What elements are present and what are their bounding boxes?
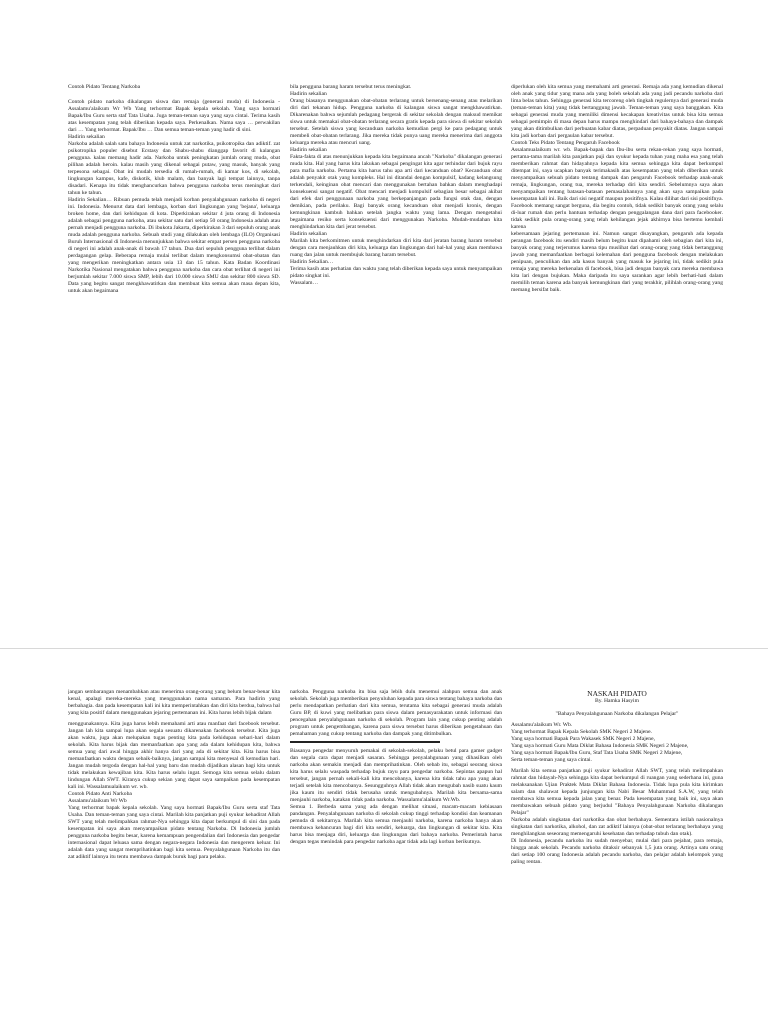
paragraph: Hadirin sekalian	[68, 134, 105, 140]
paragraph: Hadirin sekalian	[290, 147, 327, 153]
paragraph: Marilah kita berkomitmen untuk menghindarkan diri kita dari jeratan barang haram tersebut dengan cara menjauhkan diri kita, keluarga dan lingkungan dari hal-hal yang akan membawa ruang dan jalan untuk membujuk barang haram tersebut.	[290, 238, 502, 258]
salutation-line: Yang saya hormati Bapak/Ibu Guru, Staf Tata Usaha SMK Negeri 2 Majene,	[511, 750, 683, 756]
column-2	[290, 689, 502, 1025]
paragraph: Hadirin sekalian	[290, 231, 327, 237]
paragraph: Narkoba adalah salah satu bahaya Indonesia untuk zat narkotika, psikotropika dan adiktif. zat psikotropika populer disebut Ecstasy dan Shabu-shabu dianggap favorit di kalangan pengguna. kalau memang hadir ada. Narkoba untuk peningkatan jumlah orang muda, obat pilihan adalah heroin. kalau masih yang dikenal sebagai putaw, yang masuk, banyak yang terpesona sebagai. Obat ini mudah tersedia di rumah-rumah, di kamar kos, di sekolah, lingkungan kampus, kafe, diskotik, klub malam, dan banyak lagi tempat lainnya, tanpa disadari. Kenapa itu tidak menghancurkan bahwa pengguna narkoba terus meningkat dari tahun ke tahun.	[68, 141, 280, 196]
paragraph: Hadirin Sekalian…	[290, 259, 334, 265]
paragraph: menggunakannya. Kita juga harus lebih memahami arti atau manfaat dari facebook tersebut. Jangan lah kita sampai lupa akan segala sesuatu dikarenakan facebook tersebut. Kita juga akan waktu, juga akan melupakan tugas penting kita pada kehidupan sehari-hari dalam sekolah. Kita harus bijak dan memanfaatkan apa yang ada dalam kehidupan kita, bahwa semua yang dari awal hingga akhir hanya dari yang ada di sekitar kita. Kita harus bisa memanfaatkan waktu dengan sebaik-baiknya, jangan sampai kita menyesal di kemudian hari. Jangan mudah tergoda dengan hal-hal yang baru dan mudah dijadikan alasan bagi kita untuk tidak melakukan kewajiban kita. Kita harus selalu ingat. Semoga kita semua selalu dalam lindungan Allah SWT. Kiranya cukup sekian yang dapat saya sampaikan pada kesempatan kali ini. Wassalamualaikum wr. wb.	[68, 721, 280, 790]
paragraph: Hadirin Sekalian… Ribuan pemuda telah menjadi korban penyalahgunaan narkoba di negeri ini. Indonesia. Menurut data dari lembaga, korban dari lingkungan yang 'bejana', keluarga broken home, dan dari kehidupan di kota. Diperkirakan sekitar 4 juta orang di Indonesia adalah sebagai pengguna narkoba, atau sekitar satu dari setiap 50 orang Indonesia adalah atau pernah menjadi pengguna narkoba. Di ibukota Jakarta, diperkirakan 3 dari sepuluh orang anak muda adalah pengguna narkoba. Sebuah studi yang dilakukan oleh lembaga (ILO) Organisasi Buruh Internasional di Indonesia menunjukkan bahwa sekitar empat persen pengguna narkoba di negeri ini adalah anak-anak di bawah 17 tahun. Dua dari sepuluh pengguna terlibat dalam perdagangan gelap. Beberapa remaja mulai terlibat dalam mengkonsumsi obat-obatan dan yang mengerikan meningkatkan antara usia 13 dan 15 tahun. Kata Badan Koordinasi Narkotika Nasional mengatakan bahwa pengguna narkoba dan cara obat terlibat di negeri ini berjumlah sekitar 7.000 siswa SMP, lebih dari 10.000 siswa SMU dan sekitar 800 siswa SD. Data yang begitu sangat mengkhawatirkan dan membuat kita semua akan masa depan kita, untuk akan begaimana	[68, 197, 280, 294]
column-3	[511, 84, 723, 624]
paragraph: diperlukan oleh kita semua yang memahami arti generasi. Remaja ada yang kemudian dikenal oleh anak yang tidur yang mana ada yang boleh sekolah ada yang jadi pecandu narkoba dari lima belas tahun. Sehingga generasi kita tercoreng oleh tingkah regulernya dari generasi muda (teman-teman kita) yang tidak bertanggung jawab. Teman-teman yang saya banggakan. Kita sebagai generasi muda yang memiliki dimensi kecakapan kreativitas untuk bisa kita semua sebagai pemimpin di masa depan harus mampu menghindari dari bahaya-bahaya dan dampak yang akan ditimbulkan dari perbuatan kabar diatas, perpaduan penyakit diatas. Jangan sampai kita jadi korban dari pergaulan kabar tersebut.	[511, 84, 723, 139]
document-page-2	[0, 648, 768, 1025]
paragraph: Fakta-fakta di atas menunjukkan kepada kita begaimana ancah "Narkoba" dikalangan generasi muda kita. Hal yang harus kita lakukan sebagai pengingat kita agar terhindar dari bujuk rayu para mafia narkoba. Pertama kita harus tahu apa arti dari kecanduan obat? Kecanduan obat adalah penyakit otak yang kompleks. Hal ini ditandai dengan kompulsif, kadang kelangsung terkendali, keinginan obat mencari dan menggunakan bertahan bahkan dalam menghadapi konsekuensi sangat negatif. Obat mencari menjadi kompulsif sebagian besar sebagai akibat dari efek dari penggunaan narkoba yang berkepanjangan pada fungsi otak dan, dengan demikian, pada perilaku. Bagi banyak orang kecanduan obat menjadi kronis, dengan kemungkinan kambuh bahkan setelah jangka waktu yang lama. Dengan mengetahui begaimana resiko serta konsekuensi dari menggunakan Narkoba. Mudah-mudahan kita menghindarkan kita dari jerat tersebut.	[290, 154, 502, 230]
column-1	[68, 84, 280, 624]
paragraph: Biasanya pengedar menyuruh pemakai di sekolah-sekolah, pelaku betul para gamer gadget dan segala cara dapat menjadi sasaran. Sehingga penyalahgunaan yang dihasilkan oleh narkoba akan semakin menjadi dan memprihatinkan. Oleh sebab itu, sebagai seorang siswa kita harus selalu waspada terhadap bujuk rayu para pengedar narkoba. Sepintas apapun hal tersebut, jangan pernah sekali-kali kita mencobanya, karena kita tidak tahu apa yang akan terjadi setelah kita mencobanya. Sesungguhnya Allah tidak akan mengubah nasib suatu kaum jika kaum itu sendiri tidak berusaha untuk mengubahnya. Marilah kita bersama-sama menjauhi narkoba, katakan tidak pada narkoba. Wassalamu'alaikum Wr.Wb.	[290, 748, 502, 803]
paragraph: kebersamaan jejaring pertemanan ini. Namun sangat disayangkan, pengaruh ada kepada perangan facebook itu sendiri masih belum begitu kuat dipahami oleh sebagian dari kita ini, banyak orang yang terjerumus karena tipu muslihat dari orang-orang yang tidak bertanggung jawab yang memanfaatkan berbagai kelemahan dari pengguna facebook dengan melakukan penipuan, penculikan dan ada kasus banyak yang masuk ke jejaring ini, tidak sedikit pula remaja yang mereka berkenalan di facebook, bisa jadi dengan banyak cara mereka membawa kita lari dengan bujukan. Maka daripada itu saya sarankan agar lebih berhati-hati dalam memilih teman karena ada banyak kemungkinan dari yang terakhir, pilihlah orang-orang yang memang bersifat baik.	[511, 231, 723, 293]
paragraph: Narkoba adalah singkatan dari narkotika dan obat berbahaya. Sementara istilah nasionalnya singkatan dari narkotika, alkohol, dan zat adiktif lainnya (obat-obat terlarang berbahaya yang menghilangkan seseorang memengaruhi kesehatan dan terhadap tubuh dan otak).	[511, 817, 723, 837]
paragraph: Orang biasanya menggunakan obat-obatan terlarang untuk bersenang-senang atau melarikan diri dari tekanan hidup. Pengguna narkoba di kalangan siswa sangat mengkhawatirkan. Dikarenakan bahwa sejumlah pedagang bergerak di sekitar sekolah dengan maksud memikat siswa untuk memakai obat-obatan terlarang secara gratis kepada para siswa di sekitar sekolah tersebut. Setelah siswa yang kecanduan narkoba kemudian pergi ke para pedagang untuk membeli obat-obatan terlarang. Jika mereka tidak punya uang mereka menerima dari anggota keluarga mereka atau mencuri uang.	[290, 98, 502, 146]
paragraph: Hadirin sekalian	[290, 91, 327, 97]
paragraph: narkoba. Pengguna narkoba itu bisa saja lebih dulu menemui alahpun semua dan anak sekolah. Sekolah juga memberikan penyuluhan kepada para siswa tentang bahaya narkoba dan perlu mendapatkan perhatian dari kita semua, terutama kita sebagai generasi muda adalah Guru BP, di kuwi yang melibatkan para siswa dalam pemasyarakatan untuk informasi dan pencegahan penyalahgunaan narkoba di sekolah. Program lain yang cukup penting adalah program untuk pengembangan, karena para siswa tersebut harus diberikan pengetahuan dan pemahaman yang cukup tentang narkoba dan dampak yang ditimbulkan.	[290, 689, 502, 737]
column-2	[290, 84, 502, 624]
column-3	[511, 689, 723, 1025]
speech-subtitle: "Bahaya Penyalahgunaan Narkoba dikalangan Pelajar"	[555, 711, 679, 717]
speech-title: NASKAH PIDATO	[587, 689, 647, 698]
paragraph: Contoh pidato narkoba dikalangan siswa dan remaja (generasi muda) di Indonesia - Assalamu'alaikum Wr Wb Yang terhormat Bapak kepala sekolah. Yang saya hormati Bapak/Ibu Guru serta staf Tata Usaha. Juga teman-teman saya yang saya cintai. Terima kasih atas kesempatan yang telah diberikan kepada saya. Perkenalkan. Nama saya … perwakilan dari … Yang terhormat. Bapak/Ibu … Dan semua teman-teman yang hadir di sini.	[68, 99, 280, 133]
paragraph: Terima kasih atas perhatian dan waktu yang telah diberikan kepada saya untuk menyampaikan pidato singkat ini.	[290, 266, 502, 279]
article-title: Contoh Pidato Tentang Narkoba	[68, 84, 141, 90]
paragraph: Yang terhormat bapak kepala sekolah. Yang saya hormati Bapak/Ibu Guru serta staf Tata Usaha. Dan teman-teman yang saya cintai. Marilah kita panjatkan puji syukur kehadirat Allah SWT yang telah melimpahkan rahmat-Nya sehingga kita dapat berkumpul di sini dan pada kesempatan ini saya akan menyampaikan pidato tentang Narkoba. Di Indonesia jumlah pengguna narkoba begitu besar, karena kemampuan pengendalian dari Indonesia dan pengedar internasional dapat leluasa sama dengan negara-negara Indonesia dan mengerem keluar. Ini adalah data yang sangat memprihatinkan bagi kita semua. Penyalahgunaan Narkoba itu dan zat adiktif lainnya itu tentu membawa dampak buruk bagi para pelaku.	[68, 805, 280, 860]
salutation-line: Yang saya hormati Guru Mata Diklat Bahasa Indonesia SMK Negeri 2 Majene,	[511, 743, 689, 749]
section-heading: Contoh Teks Pidato Tentang Pengaruh Facebook	[511, 140, 620, 146]
paragraph: bila pengguna barang haram tersebut terus meningkat.	[290, 84, 412, 90]
paragraph: Assalamualaikum wr. wb. Bapak-bapak dan Ibu-ibu serta rekan-rekan yang saya hormati, pertama-tama marilah kita panjatkan puji dan syukur kepada tuhan yang maha esa yang telah memberikan rahmat dan hidayahnya kepada kita semua sehingga kita dapat berkumpul ditempat ini, saya ucapkan banyak terimakasih atas kesempatan yang telah diberikan untuk menyampaikan sebuah pidato tentang dampak dan pengaruh Facebook terhadap anak-anak remaja, lingkungan, orang tua, mereka terhadap diri kita sendiri. Sebelumnya saya akan menyampaikan tentang batasan-batasan pemasalahannya yang akan saya sampaikan pada kesempatan kali ini. Baik dari sisi negatif maupun positifnya. Kalau dilihat dari sisi positifnya. Facebook memang sangat berguna, dia begitu contoh, tidak sedikit banyak orang yang selalu di-luar rumah dan perlu bantuan terhadap dengan penggalangan dana dari para facebooker. tidak sedikit pula orang-orang yang telah kehilangan jejak akhirnya bisa bertemu kembali karena	[511, 147, 723, 230]
paragraph: Assalamu'alaikum Wr Wb	[68, 798, 127, 804]
paragraph: Marilah kita semua panjatkan puji syukur kehadirat Allah SWT, yang telah melimpahkan rahmat dan hidayah-Nya sehingga kita dapat berkumpul di ruangan yang sederhana ini, guna melaksanakan Ujian Praktek Mata Diklat Bahasa Indonesia. Tidak lupa pula kita kirimkan salam dan shalawat kepada junjungan kita Nabi Besar Muhammad S.A.W, yang telah membawa kita semua kepada jalan yang benar. Pada kesempatan yang baik ini, saya akan membawakan sebuah pidato yang berjudul "Bahaya Penyalahgunaan Narkoba dikalangan Pelajar"	[511, 768, 723, 816]
section-heading: Contoh Pidato Anti Narkoba	[68, 791, 132, 797]
salutation-line: Serta teman-teman yang saya cintai.	[511, 757, 592, 763]
paragraph: Di Indonesia, pecandu narkoba itu sudah menyebar, mulai dari para pejabat, para remaja, hingga anak sekolah. Pecandu narkoba ditaksir sebanyak 1,5 juta orang. Artinya satu orang dari setiap 100 orang Indonesia adalah pecandu narkoba, dan pelajar adalah kelompok yang paling rentan.	[511, 838, 723, 865]
paragraph: Semua 1. Berbeda sama yang ada dengan melihat situasi, macam-macam kebiasaan pandangan. Penyalahgunaan narkoba di sekolah cukup tinggi terhadap kondisi dan keamanan pemuda di sekitarnya. Marilah kita semua menjauhi narkoba, karena narkoba hanya akan membawa kehancuran bagi diri kita sendiri, keluarga, dan lingkungan di sekitar kita. Kita harus bisa menjaga diri, keluarga dan lingkungan dari bahaya narkoba. Pemerintah harus dengan tegas menindak para pengedar narkoba agar tidak ada lagi korban berikutnya.	[290, 804, 502, 845]
greeting: Assalamu'alaikum Wr. Wb.	[511, 722, 573, 728]
salutation-line: Yang terhormat Bapak Kepala Sekolah SMK Negeri 2 Majene.	[511, 729, 652, 735]
column-1	[68, 689, 280, 1025]
divider-rule	[290, 741, 440, 743]
salutation-line: Yang saya hormati Bapak Para Wakasek SMK Negeri 2 Majene,	[511, 736, 655, 742]
paragraph: Wassalam…	[290, 280, 319, 286]
paragraph: jangan sembarangan menambahkan atau menerima orang-orang yang belum benar-benar kita kenal, apalagi mereka-mereka yang menggunakan nama samaran. Para hadirin yang berbahagia. dan pada kesempatan kali ini kita memperintahkan dan diri kita berdua, bahwa hal yang kita positif dalam menggunakan jejaring pertemanan ini. Kita harus lebih bijak dalam	[68, 689, 280, 716]
speech-author: By. Hamka Hasyim	[595, 698, 639, 704]
